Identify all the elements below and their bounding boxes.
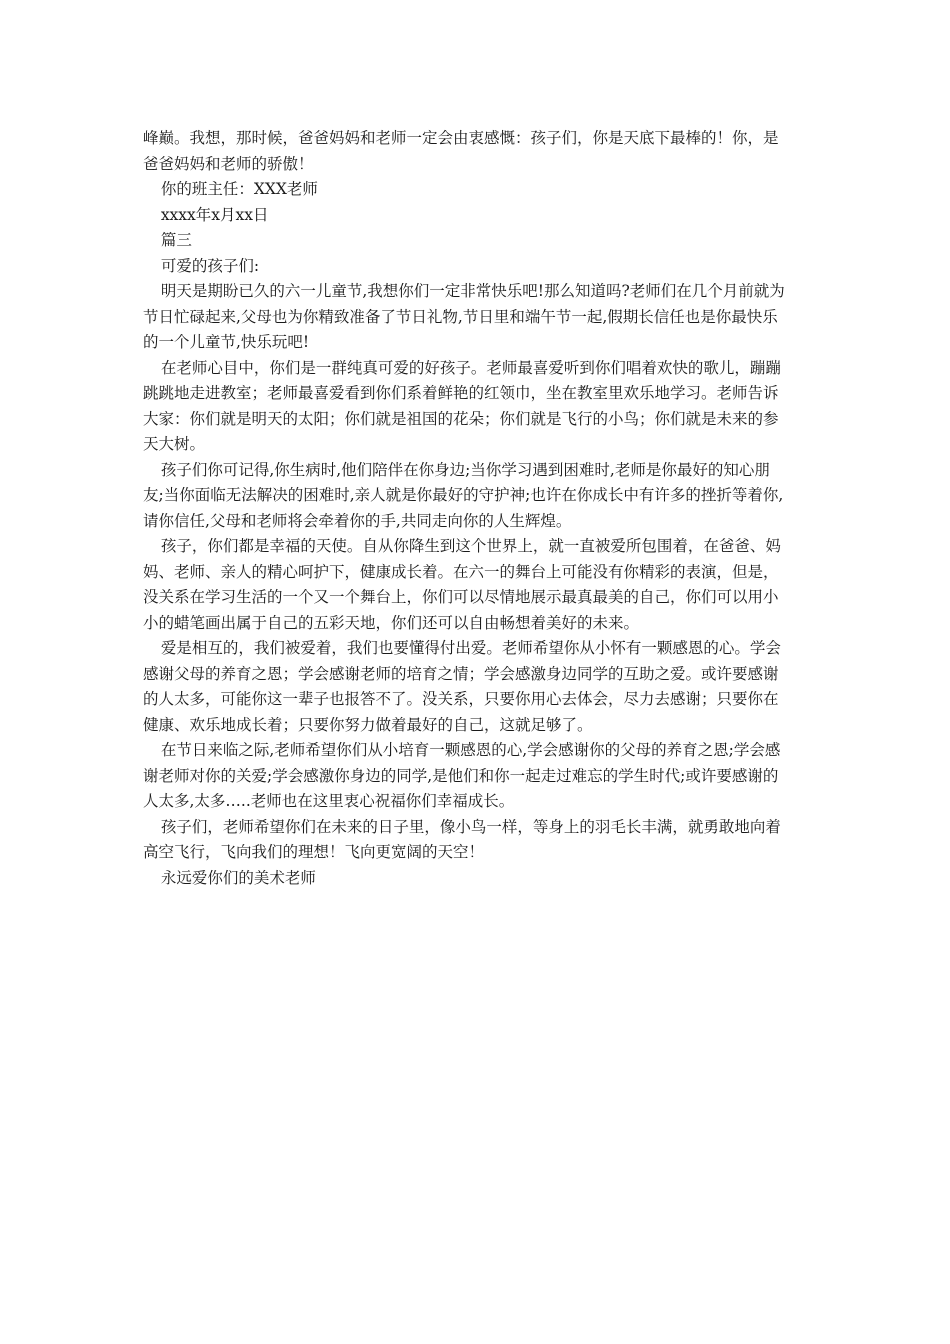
text-line: 在节日来临之际,老师希望你们从小培育一颗感恩的心,学会感谢你的父母的养育之恩;学会感: [160, 741, 781, 759]
text-line: 健康、欢乐地成长着；只要你努力做着最好的自己，这就足够了。: [143, 715, 593, 734]
text-line: 跳跳地走进教室；老师最喜爱看到你们系着鲜艳的红领巾，坐在教室里欢乐地学习。老师告诉: [143, 384, 779, 402]
text-line: 没关系在学习生活的一个又一个舞台上，你们可以尽情地展示最真最美的自己，你们可以用小: [143, 588, 779, 606]
text-line: 谢老师对你的关爱;学会感激你身边的同学,是他们和你一起走过难忘的学生时代;或许要感谢的: [143, 766, 779, 785]
text-line: 你的班主任：XXX老师: [160, 180, 318, 198]
text-line: 的人太多，可能你这一辈子也报答不了。没关系，只要你用心去体会，尽力去感谢；只要你在: [143, 690, 779, 708]
text-line: 的一个儿童节,快乐玩吧!: [143, 333, 310, 351]
text-line: 高空飞行，飞向我们的理想！飞向更宽阔的天空！: [143, 843, 485, 861]
document-body: [143, 126, 813, 891]
text-line: 天大树。: [143, 435, 206, 453]
text-line: 大家：你们就是明天的太阳；你们就是祖国的花朵；你们就是飞行的小鸟；你们就是未来的参: [143, 409, 779, 428]
text-line: 明天是期盼已久的六一儿童节,我想你们一定非常快乐吧!那么知道吗?老师们在几个月前就为: [160, 282, 785, 300]
text-line: 感谢父母的养育之恩；学会感谢老师的培育之情；学会感激身边同学的互助之爱。或许要感谢: [143, 664, 779, 683]
text-line: 爱是相互的，我们被爱着，我们也要懂得付出爱。老师希望你从小怀有一颗感恩的心。学会: [160, 639, 781, 657]
text-line: 篇三: [160, 231, 192, 249]
text-line: 孩子们你可记得,你生病时,他们陪伴在你身边;当你学习遇到困难时,老师是你最好的知心朋: [160, 460, 770, 479]
text-line: 节日忙碌起来,父母也为你精致准备了节日礼物,节日里和端午节一起,假期长信任也是你最快乐: [143, 307, 778, 326]
text-line: 永远爱你们的美术老师: [160, 868, 316, 887]
text-line: xxxx年x月xx日: [160, 205, 269, 224]
text-line: 爸爸妈妈和老师的骄傲！: [143, 154, 314, 173]
text-line: 在老师心目中，你们是一群纯真可爱的好孩子。老师最喜爱听到你们唱着欢快的歌儿，蹦蹦: [160, 358, 781, 377]
text-line: 人太多,太多…..老师也在这里衷心祝福你们幸福成长。: [143, 792, 515, 810]
text-line: 峰巅。我想，那时候，爸爸妈妈和老师一定会由衷感慨：孩子们，你是天底下最棒的！你，是: [143, 129, 779, 147]
text-line: 小的蜡笔画出属于自己的五彩天地，你们还可以自由畅想着美好的未来。: [143, 613, 640, 632]
text-line: 妈、老师、亲人的精心呵护下，健康成长着。在六一的舞台上可能没有你精彩的表演，但是，: [143, 562, 779, 581]
text-line: 孩子们，老师希望你们在未来的日子里，像小鸟一样，等身上的羽毛长丰满，就勇敢地向着: [160, 817, 781, 836]
text-line: 友;当你面临无法解决的困难时,亲人就是你最好的守护神;也许在你成长中有许多的挫折等着你,: [143, 486, 784, 504]
text-line: 可爱的孩子们:: [160, 256, 260, 275]
text-line: 请你信任,父母和老师将会牵着你的手,共同走向你的人生辉煌。: [143, 511, 572, 530]
text-line: 孩子，你们都是幸福的天使。自从你降生到这个世界上，就一直被爱所包围着，在爸爸、妈: [160, 537, 781, 555]
